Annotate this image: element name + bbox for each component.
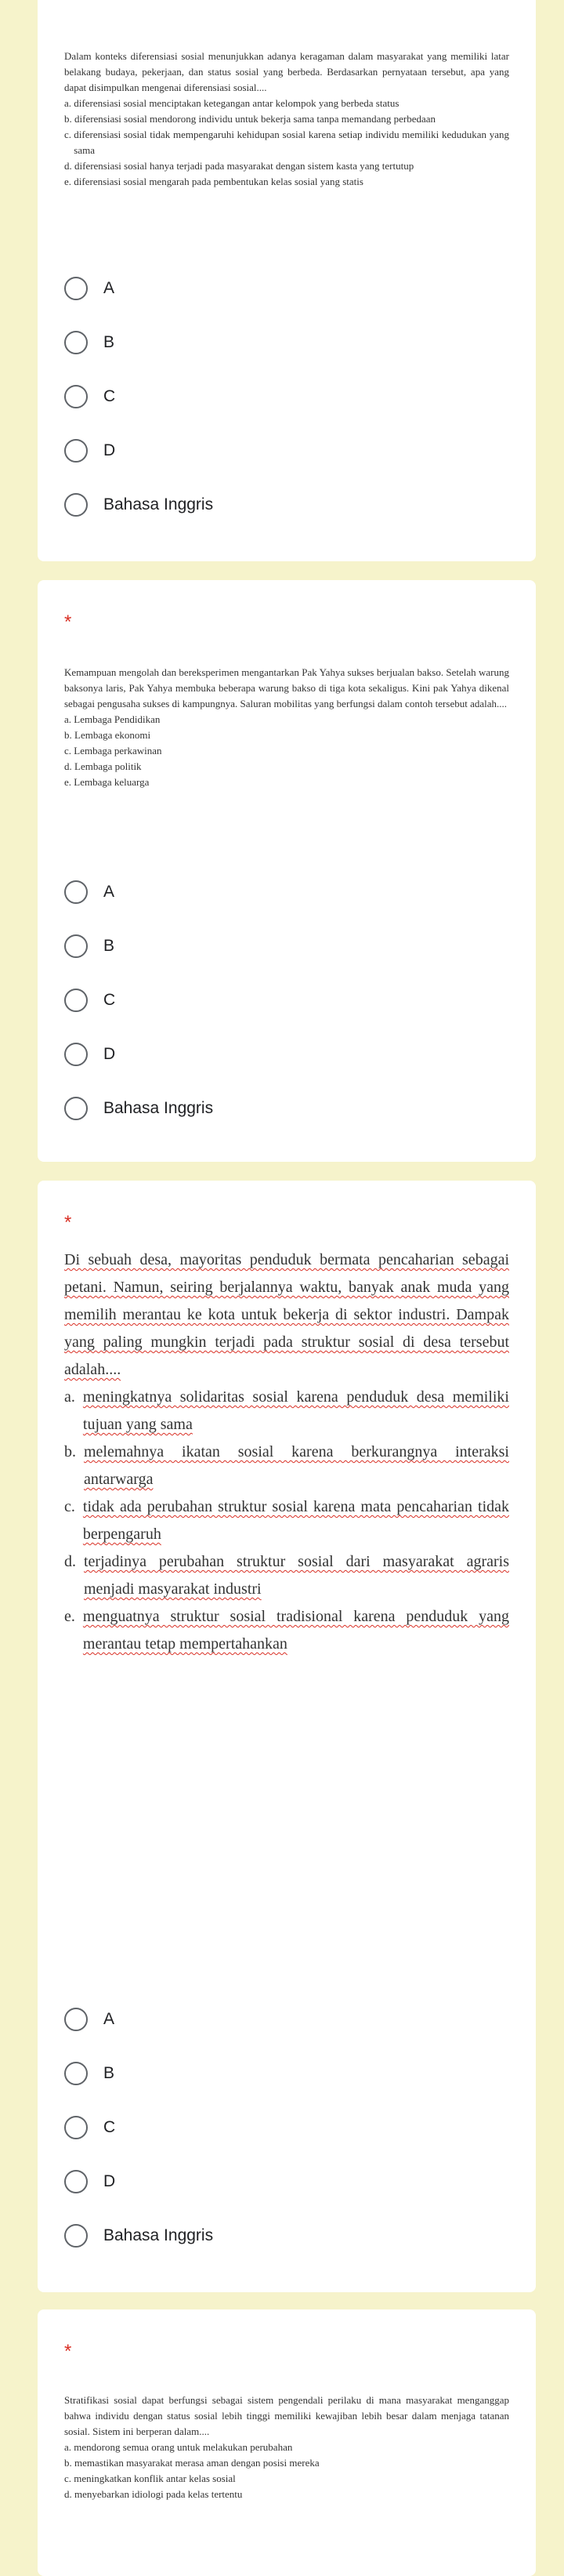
question-card-3 (38, 1181, 536, 2292)
list-item: c. meningkatkan konflik antar kelas sosial (64, 2473, 236, 2484)
question-card-1 (38, 0, 536, 561)
radio-button[interactable] (64, 2224, 88, 2248)
q2-choice-a[interactable]: A (64, 878, 114, 906)
list-item: a. mendorong semua orang untuk melakukan perubahan (64, 2441, 293, 2453)
question-2-option-list (64, 712, 509, 790)
q1-choice-d[interactable]: D (64, 437, 115, 465)
list-item: e. diferensiasi sosial mengarah pada pembentukan kelas sosial yang statis (64, 176, 363, 187)
q3-choice-d[interactable]: D (64, 2168, 115, 2196)
radio-button[interactable] (64, 331, 88, 354)
q3-choice-c[interactable]: C (64, 2113, 115, 2142)
list-item: d. terjadinya perubahan struktur sosial dari masyarakat agraris menjadi masyarakat industri (64, 1553, 509, 1598)
q1-choice-c[interactable]: C (64, 383, 115, 411)
radio-button[interactable] (64, 989, 88, 1012)
radio-button[interactable] (64, 934, 88, 958)
question-card-2 (38, 580, 536, 1162)
list-item: c. Lembaga perkawinan (64, 745, 162, 756)
question-3-text: Di sebuah desa, mayoritas penduduk bermata pencaharian sebagai petani. Namun, seiring berjalannya waktu, banyak anak muda yang memilih merantau ke kota untuk bekerja di sektor industri. Dampak yang paling mungkin terjadi pada struktur sosial di desa tersebut adalah.... (64, 1251, 509, 1378)
list-item: d. menyebarkan idiologi pada kelas tertentu (64, 2488, 243, 2500)
list-item: d. diferensiasi sosial hanya terjadi pada masyarakat dengan sistem kasta yang tertutup (64, 160, 414, 172)
radio-button[interactable] (64, 1097, 88, 1120)
question-4-text-block (64, 2393, 509, 2502)
radio-button[interactable] (64, 493, 88, 517)
question-card-4 (38, 2309, 536, 2576)
question-4-option-list (64, 2440, 509, 2502)
radio-button[interactable] (64, 277, 88, 300)
question-2-text: Kemampuan mengolah dan bereksperimen mengantarkan Pak Yahya sukses berjualan bakso. Setelah warung baksonya laris, Pak Yahya membuka beberapa warung bakso di tiga kota sekaligus. Kini pak Yahya dikenal sebagai pengusaha sukses di kampungnya. Saluran mobilitas yang berfungsi dalam contoh tersebut adalah.... (64, 666, 509, 709)
q2-choice-bahasa-inggris[interactable]: Bahasa Inggris (64, 1094, 213, 1123)
radio-button[interactable] (64, 2116, 88, 2139)
q3-choice-a[interactable]: A (64, 2005, 114, 2034)
q2-choice-c[interactable]: C (64, 986, 115, 1014)
question-3-text-block (64, 1246, 509, 1658)
list-item: d. Lembaga politik (64, 760, 142, 772)
list-item: a. meningkatnya solidaritas sosial karena penduduk desa memiliki tujuan yang sama (64, 1388, 509, 1433)
list-item: c. diferensiasi sosial tidak mempengaruhi kehidupan sosial karena setiap individu memiliki kedudukan yang sama (64, 129, 509, 156)
list-item: e. Lembaga keluarga (64, 776, 150, 788)
question-1-text: Dalam konteks diferensiasi sosial menunjukkan adanya keragaman dalam masyarakat yang memiliki latar belakang budaya, pekerjaan, dan status sosial yang berbeda. Berdasarkan pernyataan tersebut, apa yang dapat disimpulkan mengenai diferensiasi sosial.... (64, 50, 509, 93)
radio-button[interactable] (64, 385, 88, 408)
required-asterisk: * (64, 611, 72, 633)
question-2-text-block (64, 665, 509, 790)
question-1-option-list (64, 96, 509, 190)
q3-choice-b[interactable]: B (64, 2059, 114, 2088)
radio-button[interactable] (64, 2170, 88, 2193)
list-item: b. melemahnya ikatan sosial karena berkurangnya interaksi antarwarga (64, 1443, 509, 1488)
list-item: b. memastikan masyarakat merasa aman dengan posisi mereka (64, 2457, 320, 2469)
required-asterisk: * (64, 1212, 72, 1233)
list-item: c. tidak ada perubahan struktur sosial karena mata pencaharian tidak berpengaruh (64, 1498, 509, 1543)
list-item: b. Lembaga ekonomi (64, 729, 151, 741)
list-item: a. Lembaga Pendidikan (64, 713, 161, 725)
question-4-text: Stratifikasi sosial dapat berfungsi sebagai sistem pengendali perilaku di mana masyarakat menganggap bahwa individu dengan status sosial lebih tinggi memiliki kewajiban lebih besar dalam menjaga tatanan sosial. Sistem ini berperan dalam.... (64, 2394, 509, 2437)
radio-button[interactable] (64, 1043, 88, 1066)
list-item: b. diferensiasi sosial mendorong individu untuk bekerja sama tanpa memandang perbedaan (64, 113, 436, 125)
radio-button[interactable] (64, 2062, 88, 2085)
list-item: e. menguatnya struktur sosial tradisional karena penduduk yang merantau tetap mempertahankan (64, 1608, 509, 1653)
radio-button[interactable] (64, 439, 88, 463)
radio-button[interactable] (64, 880, 88, 904)
q2-choice-b[interactable]: B (64, 932, 114, 960)
q2-choice-d[interactable]: D (64, 1040, 115, 1068)
q1-choice-a[interactable]: A (64, 274, 114, 303)
q3-choice-bahasa-inggris[interactable]: Bahasa Inggris (64, 2222, 213, 2250)
list-item: a. diferensiasi sosial menciptakan ketegangan antar kelompok yang berbeda status (64, 97, 400, 109)
required-asterisk: * (64, 2341, 72, 2362)
question-1-text-block (64, 49, 509, 190)
question-3-option-list (64, 1384, 509, 1658)
radio-button[interactable] (64, 2008, 88, 2031)
q1-choice-b[interactable]: B (64, 328, 114, 357)
q1-choice-bahasa-inggris[interactable]: Bahasa Inggris (64, 491, 213, 519)
